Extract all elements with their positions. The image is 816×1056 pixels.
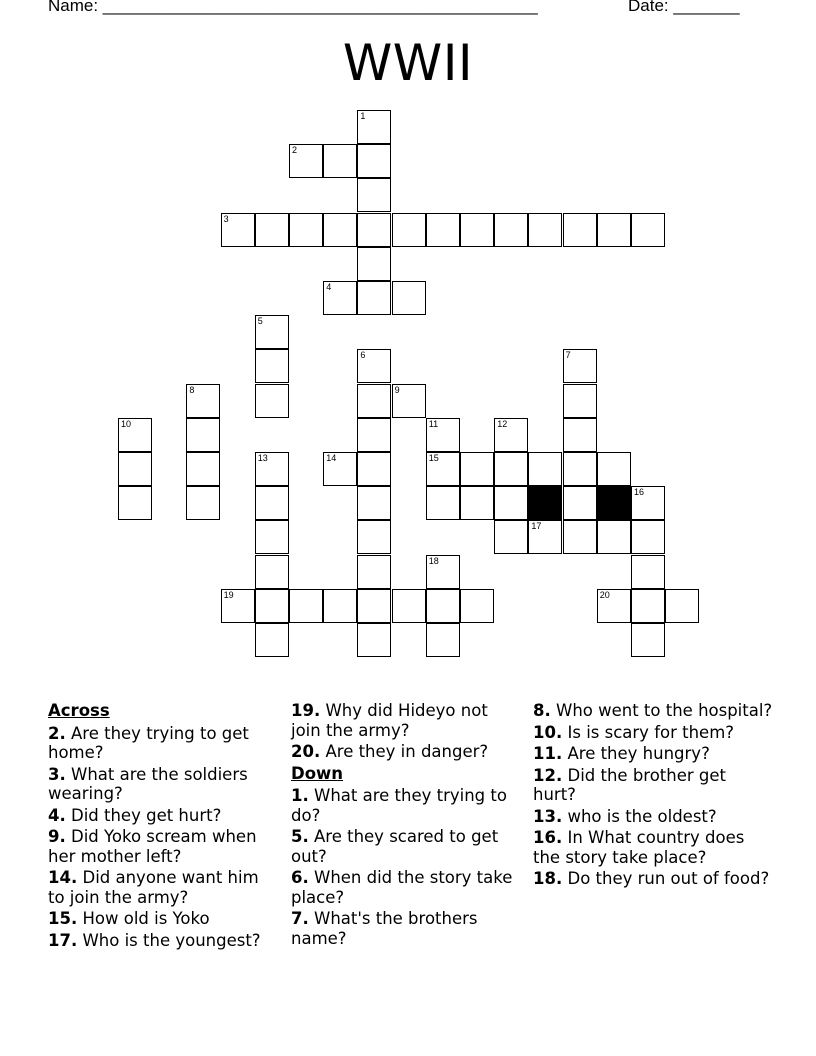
clue-number: 9 — [394, 384, 400, 395]
grid-cell[interactable] — [426, 589, 460, 623]
clue-across: 15. How old is Yoko — [48, 909, 210, 928]
grid-cell[interactable] — [289, 213, 323, 247]
clue-number: 18 — [428, 555, 439, 566]
clue-number: 13 — [257, 453, 268, 463]
clue-number: 14 — [326, 453, 337, 463]
grid-cell[interactable] — [357, 247, 391, 281]
grid-cell[interactable] — [460, 589, 494, 623]
grid-cell[interactable] — [357, 589, 391, 623]
date-field-label: Date: _______ — [628, 0, 740, 15]
grid-cell[interactable] — [631, 520, 665, 554]
clue-number: 2 — [292, 145, 298, 156]
grid-cell[interactable] — [426, 452, 460, 486]
grid-cell[interactable] — [357, 110, 391, 144]
name-field-label: Name: ______________________________________________ — [48, 0, 538, 15]
grid-cell[interactable] — [494, 452, 528, 486]
clue-number: 6 — [360, 350, 366, 361]
grid-cell[interactable] — [631, 213, 665, 247]
grid-cell[interactable] — [528, 520, 562, 554]
grid-cell[interactable] — [392, 281, 426, 315]
grid-cell[interactable] — [426, 555, 460, 589]
grid-cell-blocked — [528, 486, 562, 520]
clue-across: 17. Who is the youngest? — [48, 930, 261, 950]
grid-cell[interactable] — [255, 452, 289, 486]
grid-cell[interactable] — [186, 418, 220, 452]
clue-number: 5 — [257, 316, 263, 327]
clue-across: 20. Are they in danger? — [291, 742, 489, 761]
grid-cell[interactable] — [323, 213, 357, 247]
grid-cell[interactable] — [631, 555, 665, 589]
grid-cell[interactable] — [323, 452, 357, 486]
grid-cell[interactable] — [494, 486, 528, 520]
grid-cell[interactable] — [221, 213, 255, 247]
grid-cell[interactable] — [392, 384, 426, 418]
grid-cell[interactable] — [323, 589, 357, 623]
clue-across: 4. Did they get hurt? — [48, 805, 222, 825]
clue-number: 4 — [326, 282, 332, 292]
grid-cell[interactable] — [357, 555, 391, 589]
clue-down: 11. Are they hungry? — [533, 744, 710, 763]
grid-cell[interactable] — [563, 349, 597, 383]
grid-cell[interactable] — [221, 589, 255, 623]
clue-down: 12. Did the brother get hurt? — [533, 765, 727, 804]
clue-down: 7. What's the brothers name? — [291, 909, 478, 948]
grid-cell[interactable] — [597, 589, 631, 623]
grid-cell[interactable] — [323, 144, 357, 178]
grid-cell[interactable] — [528, 213, 562, 247]
clue-across: 2. Are they trying to get home? — [48, 723, 249, 762]
grid-cell[interactable] — [323, 281, 357, 315]
clue-across: 9. Did Yoko scream when her mother left? — [48, 827, 257, 866]
grid-cell[interactable] — [186, 384, 220, 418]
grid-cell[interactable] — [631, 486, 665, 520]
grid-cell[interactable] — [563, 213, 597, 247]
clue-column-3 — [533, 701, 773, 891]
grid-cell[interactable] — [665, 589, 699, 623]
clue-column-2 — [291, 701, 521, 950]
grid-cell[interactable] — [494, 418, 528, 452]
grid-cell[interactable] — [255, 520, 289, 554]
clue-number: 15 — [428, 453, 439, 463]
grid-cell[interactable] — [597, 213, 631, 247]
clue-number: 8 — [189, 384, 195, 395]
grid-cell[interactable] — [357, 520, 391, 554]
grid-cell[interactable] — [255, 315, 289, 349]
grid-cell[interactable] — [426, 213, 460, 247]
grid-cell[interactable] — [289, 144, 323, 178]
grid-cell[interactable] — [255, 384, 289, 418]
grid-cell[interactable] — [460, 213, 494, 247]
grid-cell[interactable] — [255, 589, 289, 623]
clue-number: 7 — [565, 350, 571, 361]
grid-cell-blocked — [597, 486, 631, 520]
clue-number: 11 — [428, 418, 439, 429]
grid-cell[interactable] — [563, 418, 597, 452]
clue-down: 5. Are they scared to get out? — [291, 827, 499, 866]
clue-down: 1. What are they trying to do? — [291, 786, 507, 825]
grid-cell[interactable] — [426, 623, 460, 657]
grid-cell[interactable] — [289, 589, 323, 623]
clue-number: 1 — [360, 111, 366, 121]
grid-cell[interactable] — [597, 520, 631, 554]
across-heading: Across — [48, 701, 110, 720]
grid-cell[interactable] — [631, 623, 665, 657]
grid-cell[interactable] — [357, 349, 391, 383]
grid-cell[interactable] — [357, 144, 391, 178]
grid-cell[interactable] — [186, 452, 220, 486]
clue-number: 19 — [223, 589, 234, 600]
clue-down: 18. Do they run out of food? — [533, 869, 770, 888]
grid-cell[interactable] — [631, 589, 665, 623]
grid-cell[interactable] — [563, 384, 597, 418]
grid-cell[interactable] — [357, 486, 391, 520]
grid-cell[interactable] — [494, 520, 528, 554]
grid-cell[interactable] — [357, 623, 391, 657]
clue-number: 16 — [634, 487, 645, 498]
grid-cell[interactable] — [186, 486, 220, 520]
grid-cell[interactable] — [357, 281, 391, 315]
grid-cell[interactable] — [255, 349, 289, 383]
grid-cell[interactable] — [528, 452, 562, 486]
grid-cell[interactable] — [118, 486, 152, 520]
grid-cell[interactable] — [255, 486, 289, 520]
grid-cell[interactable] — [392, 213, 426, 247]
clue-down: 6. When did the story take place? — [291, 868, 513, 907]
grid-cell[interactable] — [597, 452, 631, 486]
grid-cell[interactable] — [118, 418, 152, 452]
grid-cell[interactable] — [255, 555, 289, 589]
clue-down: 10. Is is scary for them? — [533, 722, 735, 742]
grid-cell[interactable] — [563, 452, 597, 486]
grid-cell[interactable] — [563, 486, 597, 520]
grid-cell[interactable] — [118, 452, 152, 486]
clue-number: 3 — [223, 213, 229, 224]
clue-number: 20 — [599, 589, 610, 600]
grid-cell[interactable] — [357, 178, 391, 212]
down-heading: Down — [291, 763, 344, 783]
grid-cell[interactable] — [494, 213, 528, 247]
grid-cell[interactable] — [392, 589, 426, 623]
grid-cell[interactable] — [357, 452, 391, 486]
grid-cell[interactable] — [357, 384, 391, 418]
clue-column-1 — [48, 701, 276, 952]
grid-cell[interactable] — [426, 486, 460, 520]
grid-cell[interactable] — [255, 213, 289, 247]
grid-cell[interactable] — [563, 520, 597, 554]
grid-cell[interactable] — [460, 452, 494, 486]
clue-across: 14. Did anyone want him to join the army? — [48, 868, 259, 907]
clue-down: 13. who is the oldest? — [533, 806, 717, 826]
clue-number: 12 — [497, 418, 508, 429]
grid-cell[interactable] — [357, 418, 391, 452]
clue-number: 10 — [121, 418, 132, 429]
grid-cell[interactable] — [460, 486, 494, 520]
page-title: WWII — [342, 34, 474, 92]
clue-down: 16. In What country does the story take place? — [533, 828, 745, 867]
header — [48, 0, 768, 16]
grid-cell[interactable] — [357, 213, 391, 247]
grid-cell[interactable] — [426, 418, 460, 452]
grid-cell[interactable] — [255, 623, 289, 657]
clue-across: 19. Why did Hideyo not join the army? — [291, 701, 488, 740]
clue-down: 8. Who went to the hospital? — [533, 701, 773, 720]
clue-across: 3. What are the soldiers wearing? — [48, 764, 248, 803]
clue-number: 17 — [531, 521, 542, 532]
